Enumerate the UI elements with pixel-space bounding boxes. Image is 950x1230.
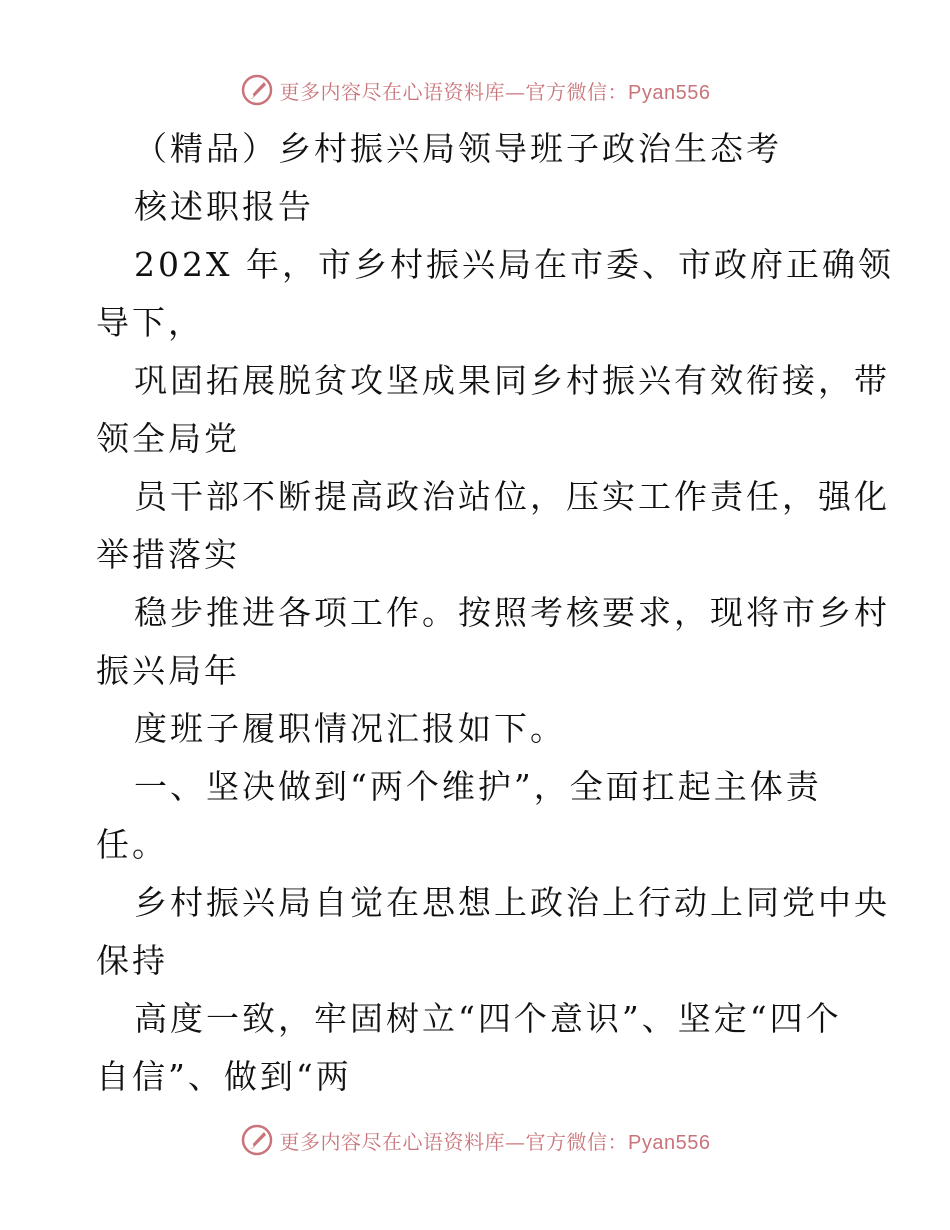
text-line: 稳步推进各项工作。按照考核要求，现将市乡村 [134,593,890,632]
text-line: 领全局党 [96,419,240,458]
feather-pen-logo [240,73,274,107]
watermark-text: 更多内容尽在心语资料库—官方微信：Pyan556 [279,1129,711,1154]
watermark-text: 更多内容尽在心语资料库—官方微信：Pyan556 [279,79,711,104]
text-line: 保持 [96,941,168,980]
header-watermark [0,70,950,110]
text-line: 导下， [96,303,204,342]
text-line: 员干部不断提高政治站位，压实工作责任，强化 [134,477,890,516]
text-line: 核述职报告 [134,187,314,226]
text-line: 度班子履职情况汇报如下。 [134,709,566,748]
text-line: 202X 年，市乡村振兴局在市委、市政府正确领 [134,245,894,284]
text-line: 巩固拓展脱贫攻坚成果同乡村振兴有效衔接，带 [134,361,890,400]
document-body [96,120,894,1106]
text-line: 振兴局年 [96,651,240,690]
text-line: 自信”、做到“两 [96,1057,352,1096]
text-line: 举措落实 [96,535,240,574]
feather-pen-logo [240,1123,274,1157]
text-line: （精品）乡村振兴局领导班子政治生态考 [134,129,782,168]
text-line: 高度一致，牢固树立“四个意识”、坚定“四个 [134,999,842,1038]
text-line: 一、坚决做到“两个维护”，全面扛起主体责 [134,767,822,806]
footer-watermark [0,1120,950,1160]
text-line: 乡村振兴局自觉在思想上政治上行动上同党中央 [134,883,890,922]
watermark-wechat-id: Pyan556 [628,1131,711,1154]
watermark-wechat-id: Pyan556 [628,81,711,104]
text-line: 任。 [96,825,168,864]
